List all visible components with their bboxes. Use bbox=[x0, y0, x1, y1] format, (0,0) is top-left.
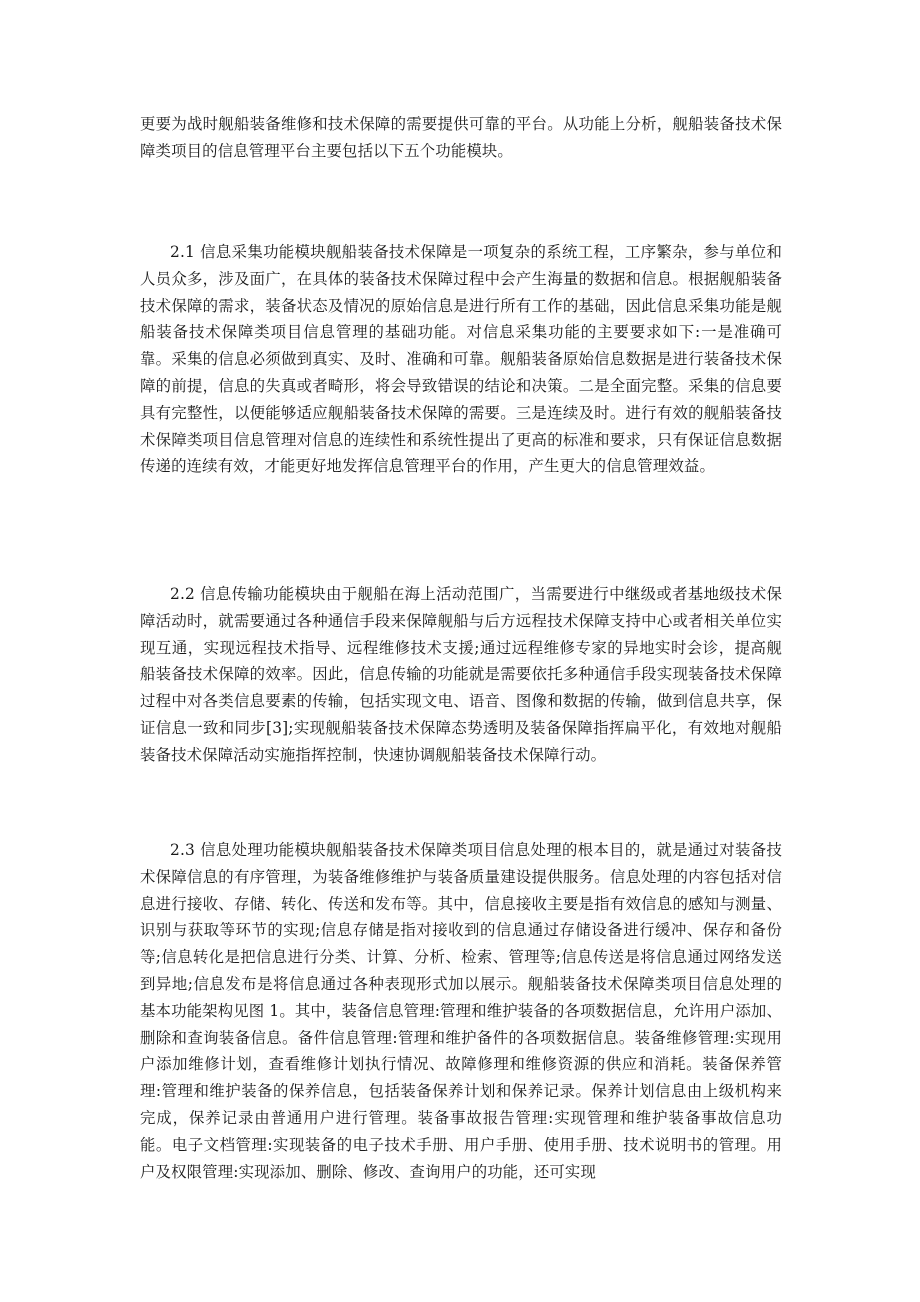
paragraph-section-2-2: 2.2 信息传输功能模块由于舰船在海上活动范围广，当需要进行中继级或者基地级技术保障活动时，就需要通过各种通信手段来保障舰船与后方远程技术保障支持中心或者相关单位实现互通，实现远程技术指导、远程维修技术支援;通过远程维修专家的异地实时会诊，提高舰船装备技术保障的效率。因此，信息传输的功能就是需要依托多种通信手段实现装备技术保障过程中对各类信息要素的传输，包括实现文电、语音、图像和数据的传输，做到信息共享，保证信息一致和同步[3];实现舰船装备技术保障态势透明及装备保障指挥扁平化，有效地对舰船装备技术保障活动实施指挥控制，快速协调舰船装备技术保障行动。 bbox=[140, 585, 782, 764]
paragraph-section-2-1: 2.1 信息采集功能模块舰船装备技术保障是一项复杂的系统工程，工序繁杂，参与单位和人员众多，涉及面广，在具体的装备技术保障过程中会产生海量的数据和信息。根据舰船装备技术保障的需求，装备状态及情况的原始信息是进行所有工作的基础，因此信息采集功能是舰船装备技术保障类项目信息管理的基础功能。对信息采集功能的主要要求如下:一是准确可靠。采集的信息必须做到真实、及时、准确和可靠。舰船装备原始信息数据是进行装备技术保障的前提，信息的失真或者畸形，将会导致错误的结论和决策。二是全面完整。采集的信息要具有完整性，以便能够适应舰船装备技术保障的需要。三是连续及时。进行有效的舰船装备技术保障类项目信息管理对信息的连续性和系统性提出了更高的标准和要求，只有保证信息数据传递的连续有效，才能更好地发挥信息管理平台的作用，产生更大的信息管理效益。 bbox=[140, 243, 782, 476]
paragraph-intro-continuation: 更要为战时舰船装备维修和技术保障的需要提供可靠的平台。从功能上分析，舰船装备技术保障类项目的信息管理平台主要包括以下五个功能模块。 bbox=[140, 115, 782, 160]
paragraph-section-2-3: 2.3 信息处理功能模块舰船装备技术保障类项目信息处理的根本目的，就是通过对装备技术保障信息的有序管理，为装备维修维护与装备质量建设提供服务。信息处理的内容包括对信息进行接收、存储、转化、传送和发布等。其中，信息接收主要是指有效信息的感知与测量、识别与获取等环节的实现;信息存储是指对接收到的信息通过存储设备进行缓冲、保存和备份等;信息转化是把信息进行分类、计算、分析、检索、管理等;信息传送是将信息通过网络发送到异地;信息发布是将信息通过各种表现形式加以展示。舰船装备技术保障类项目信息处理的基本功能架构见图 1。其中，装备信息管理:管理和维护装备的各项数据信息，允许用户添加、删除和查询装备信息。备件信息管理:管理和维护备件的各项数据信息。装备维修管理:实现用户添加维修计划，查看维修计划执行情况、故障修理和维修资源的供应和消耗。装备保养管理:管理和维护装备的保养信息，包括装备保养计划和保养记录。保养计划信息由上级机构来完成，保养记录由普通用户进行管理。装备事故报告管理:实现管理和维护装备事故信息功能。电子文档管理:实现装备的电子技术手册、用户手册、使用手册、技术说明书的管理。用户及权限管理:实现添加、删除、修改、查询用户的功能，还可实现 bbox=[140, 841, 782, 1181]
